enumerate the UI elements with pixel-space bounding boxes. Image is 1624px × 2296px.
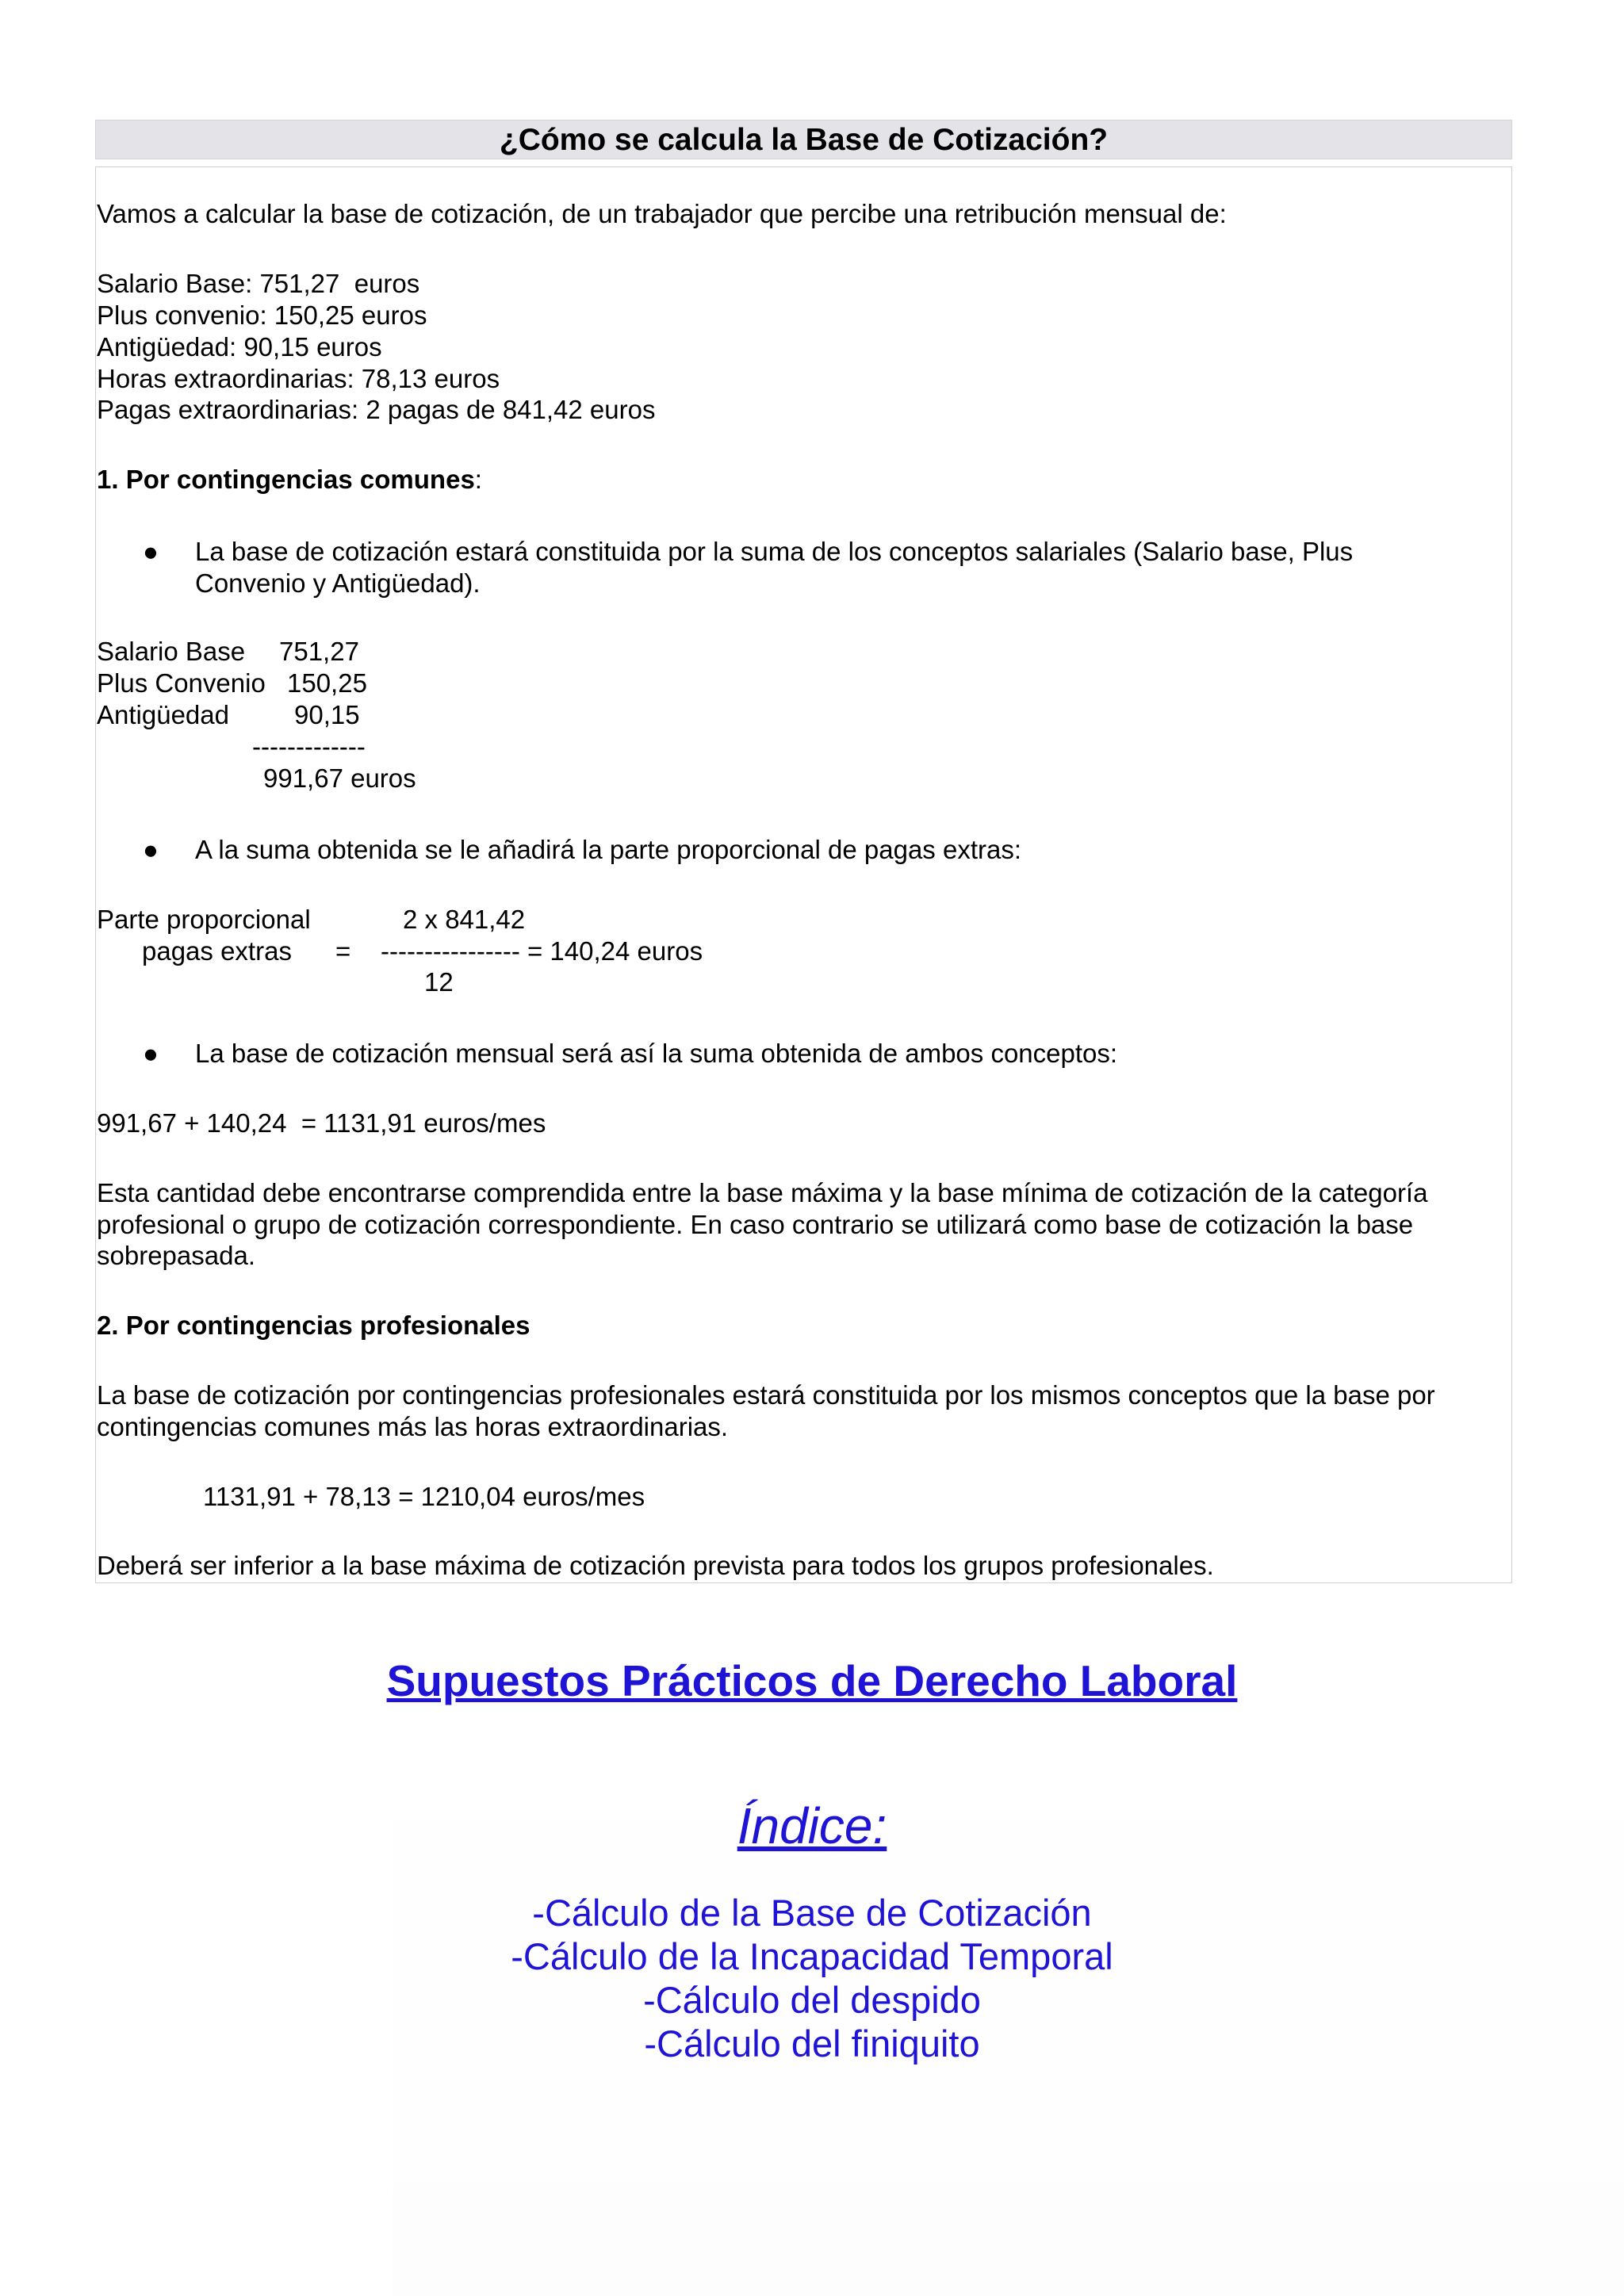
sum-label: Salario Base xyxy=(97,637,246,666)
section-heading-common xyxy=(97,464,482,496)
section-heading-text: 1. Por contingencias comunes xyxy=(97,465,475,494)
index-link-despido[interactable]: -Cálculo del despido xyxy=(643,1979,981,2021)
salary-item: Antigüedad: 90,15 euros xyxy=(97,332,382,362)
bullet-icon: ● xyxy=(143,835,159,864)
sum-label: Antigüedad xyxy=(97,700,229,729)
section-heading-colon: : xyxy=(474,465,482,494)
sum-value: 90,15 xyxy=(294,700,360,729)
bullet-icon: ● xyxy=(143,1039,159,1068)
fraction-numerator: 2 x 841,42 xyxy=(403,905,526,934)
fraction-denominator: 12 xyxy=(424,967,454,997)
intro-text: Vamos a calcular la base de cotización, de un trabajador que percibe una retribución mensual de: xyxy=(97,199,1227,228)
index-link-incapacidad-temporal[interactable]: -Cálculo de la Incapacidad Temporal xyxy=(511,1935,1113,1977)
section-heading-professional: 2. Por contingencias profesionales xyxy=(97,1311,530,1340)
sum-label: Plus Convenio xyxy=(97,668,266,698)
fraction-equals: = xyxy=(335,936,351,966)
monthly-sum: 991,67 + 140,24 = 1131,91 euros/mes xyxy=(97,1108,546,1138)
table-header xyxy=(95,120,1512,159)
index-title-link[interactable]: Supuestos Prácticos de Derecho Laboral xyxy=(386,1656,1238,1705)
bullet-text-line: Convenio y Antigüedad). xyxy=(195,568,481,598)
salary-item: Pagas extraordinarias: 2 pagas de 841,42 euros xyxy=(97,395,656,424)
bullet-text-line: La base de cotización mensual será así la suma obtenida de ambos conceptos: xyxy=(195,1039,1118,1068)
page-title: ¿Cómo se calcula la Base de Cotización? xyxy=(499,123,1109,157)
index-link-base-cotizacion[interactable]: -Cálculo de la Base de Cotización xyxy=(532,1892,1092,1934)
sum-value: 751,27 xyxy=(279,637,359,666)
index-link-finiquito[interactable]: -Cálculo del finiquito xyxy=(644,2022,980,2064)
prof-note-line: contingencias comunes más las horas extraordinarias. xyxy=(97,1412,729,1441)
fraction-label: pagas extras xyxy=(142,936,292,966)
index-heading: Índice: xyxy=(737,1797,887,1854)
sum-value: 150,25 xyxy=(287,668,367,698)
range-note-line: profesional o grupo de cotización correspondiente. En caso contrario se utilizará como base de cotización la base xyxy=(97,1210,1414,1239)
prof-note-line: La base de cotización por contingencias profesionales estará constituida por los mismos conceptos que la base por xyxy=(97,1380,1435,1410)
salary-item: Salario Base: 751,27 euros xyxy=(97,269,420,298)
salary-item: Horas extraordinarias: 78,13 euros xyxy=(97,364,500,393)
bullet-text-line: La base de cotización estará constituida por la suma de los conceptos salariales (Salario base, Plus xyxy=(195,537,1354,566)
fraction-bar-result: ---------------- = 140,24 euros xyxy=(381,936,703,966)
fraction-label: Parte proporcional xyxy=(97,905,311,934)
range-note-line: sobrepasada. xyxy=(97,1241,255,1270)
sum-divider: ------------- xyxy=(252,732,366,761)
index-list xyxy=(0,1891,1624,2065)
final-note: Deberá ser inferior a la base máxima de cotización prevista para todos los grupos profesionales. xyxy=(97,1551,1214,1580)
sum-total: 991,67 euros xyxy=(263,763,416,793)
prof-sum: 1131,91 + 78,13 = 1210,04 euros/mes xyxy=(203,1482,645,1511)
range-note-line: Esta cantidad debe encontrarse comprendida entre la base máxima y la base mínima de cotización de la categoría xyxy=(97,1178,1428,1207)
bullet-icon: ● xyxy=(143,537,159,566)
bullet-text-line: A la suma obtenida se le añadirá la parte proporcional de pagas extras: xyxy=(195,835,1021,864)
salary-item: Plus convenio: 150,25 euros xyxy=(97,300,427,330)
